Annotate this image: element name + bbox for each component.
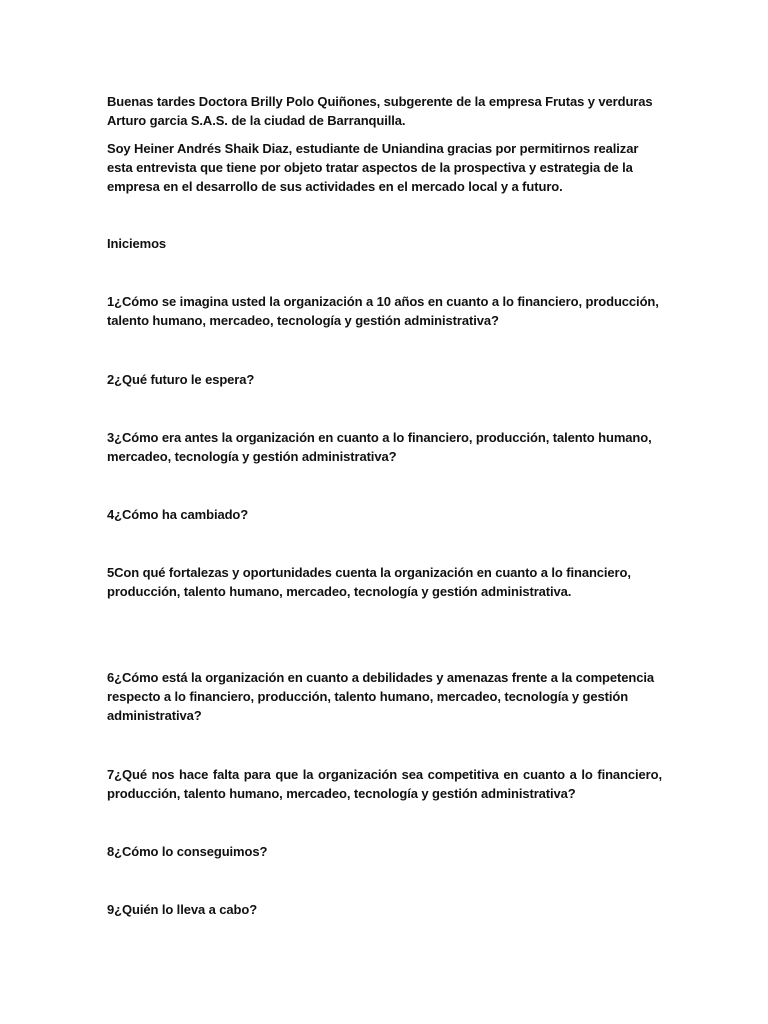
question-1: 1¿Cómo se imagina usted la organización a 10 años en cuanto a lo financiero, producción, talento humano, mercadeo, tecnología y gestión administrativa? [107,294,659,328]
question-2: 2¿Qué futuro le espera? [107,372,255,387]
question-7: 7¿Qué nos hace falta para que la organización sea competitiva en cuanto a lo financiero, producción, talento humano, mercadeo, tecnología y gestión administrativa? [107,767,662,801]
question-4: 4¿Cómo ha cambiado? [107,507,249,522]
question-3: 3¿Cómo era antes la organización en cuanto a lo financiero, producción, talento humano, mercadeo, tecnología y gestión administrativa? [107,430,652,464]
intro-paragraph: Soy Heiner Andrés Shaik Diaz, estudiante de Uniandina gracias por permitirnos realizar esta entrevista que tiene por objeto tratar aspectos de la prospectiva y estrategia de la empresa en el desarrollo de sus actividades en el mercado local y a futuro. [107,141,639,194]
greeting-paragraph: Buenas tardes Doctora Brilly Polo Quiñones, subgerente de la empresa Frutas y verduras Arturo garcia S.A.S. de la ciudad de Barranquilla. [107,94,653,128]
question-8: 8¿Cómo lo conseguimos? [107,844,268,859]
question-5: 5Con qué fortalezas y oportunidades cuenta la organización en cuanto a lo financiero, producción, talento humano, mercadeo, tecnología y gestión administrativa. [107,565,631,599]
question-9: 9¿Quién lo lleva a cabo? [107,902,258,917]
start-heading: Iniciemos [107,236,167,251]
question-6: 6¿Cómo está la organización en cuanto a debilidades y amenazas frente a la competencia respecto a lo financiero, producción, talento humano, mercadeo, tecnología y gestión administrativa? [107,670,654,723]
